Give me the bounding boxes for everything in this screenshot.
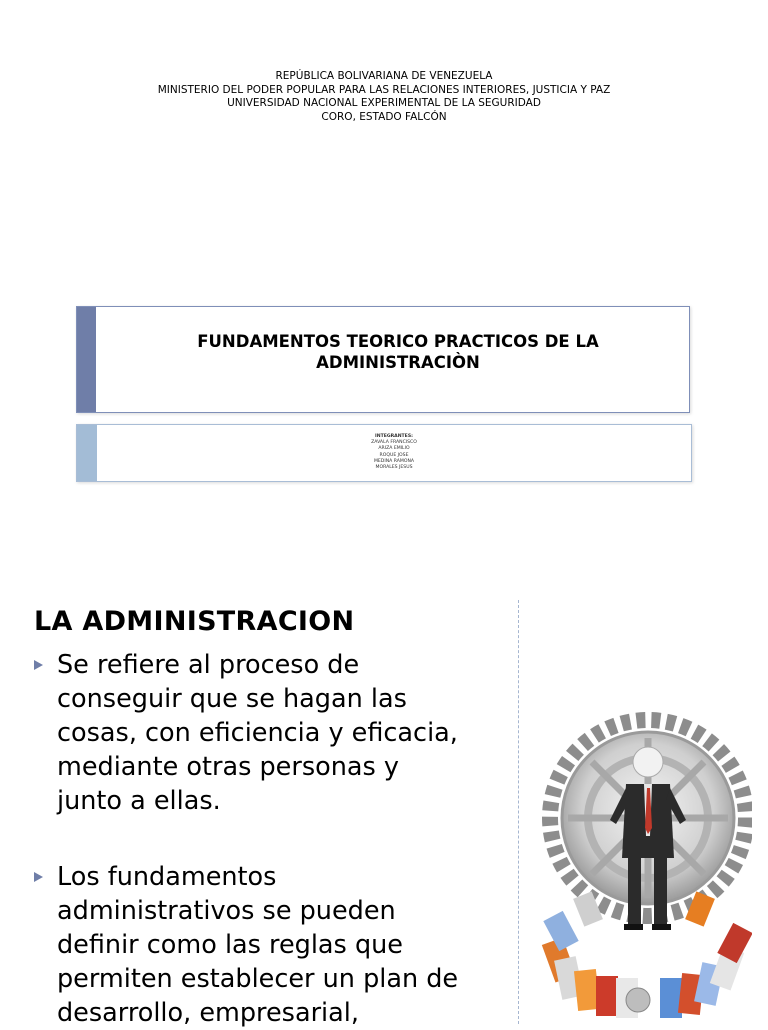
column-divider (518, 600, 519, 1024)
bullet-list (34, 648, 514, 1030)
gear-businessman-illustration (540, 708, 752, 1024)
members-list (97, 434, 691, 471)
title-box (76, 306, 690, 413)
header-line: REPÚBLICA BOLIVARIANA DE VENEZUELA (275, 70, 493, 82)
member-name: ROQUE JOSE (379, 452, 409, 458)
header-line: MINISTERIO DEL PODER POPULAR PARA LAS RELACIONES INTERIORES, JUSTICIA Y PAZ (157, 83, 611, 96)
header-line: UNIVERSIDAD NACIONAL EXPERIMENTAL DE LA SEGURIDAD (227, 97, 541, 109)
slide-title: LA ADMINISTRACION (34, 606, 355, 637)
bullet-line: permiten establecer un plan de (57, 964, 459, 994)
bullet-line: Se refiere al proceso de (57, 650, 360, 680)
bullet-item (34, 648, 514, 818)
member-name: MEDINA RAMONA (373, 458, 415, 464)
bullet-line: definir como las reglas que (57, 930, 403, 960)
presentation-title (137, 331, 659, 373)
institution-header (0, 70, 768, 124)
member-name: ARIZA EMILIO (378, 446, 410, 452)
bullet-line: administrativos se pueden (57, 896, 396, 926)
members-box (76, 424, 692, 482)
triangle-arrow-icon (34, 660, 43, 670)
triangle-arrow-icon (34, 872, 43, 882)
bullet-line: desarrollo, empresarial, (57, 998, 359, 1028)
bullet-item (34, 860, 514, 1030)
bullet-line: mediante otras personas y (57, 752, 399, 782)
bullet-line: conseguir que se hagan las (57, 684, 407, 714)
bullet-line: Los fundamentos (57, 862, 277, 892)
title-line: FUNDAMENTOS TEORICO PRACTICOS DE LA (197, 332, 599, 351)
header-line: CORO, ESTADO FALCÓN (321, 110, 447, 123)
title-line: ADMINISTRACIÒN (316, 353, 480, 372)
title-accent-bar (77, 307, 96, 412)
member-name: MORALES JESUS (375, 465, 413, 471)
bullet-line: cosas, con eficiencia y eficacia, (57, 718, 458, 748)
bullet-line: junto a ellas. (57, 786, 221, 816)
member-name: ZAVALA FRANCISCO (371, 440, 417, 446)
members-accent-bar (77, 425, 97, 481)
content-slide (0, 590, 768, 1028)
members-label: INTEGRANTES: (375, 434, 413, 439)
